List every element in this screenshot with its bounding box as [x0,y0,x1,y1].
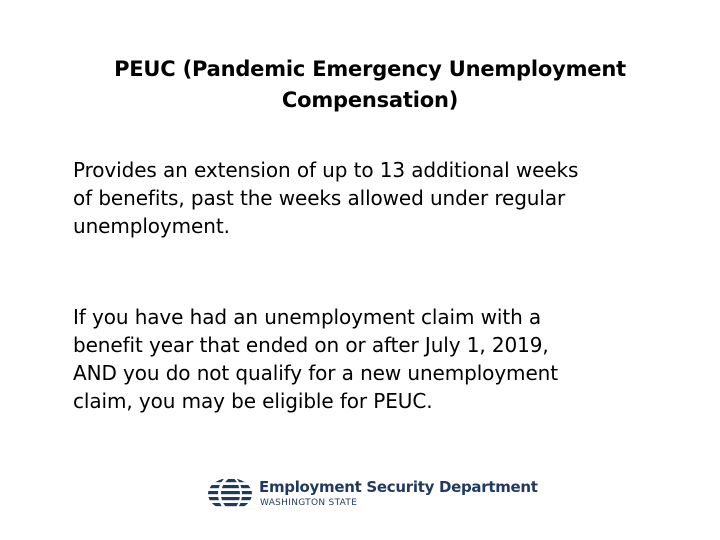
logo-name: Employment Security Department [259,478,538,496]
esd-globe-icon [207,477,253,511]
esd-logo [207,477,538,517]
paragraph-eligibility [73,303,673,415]
paragraph-extension [73,156,673,240]
paragraph-line: unemployment. [73,214,230,238]
logo-state: WASHINGTON STATE [260,498,358,508]
title-line: Compensation) [281,88,459,112]
paragraph-line: AND you do not qualify for a new unemployment [73,361,558,385]
paragraph-line: benefit year that ended on or after July 1, 2019, [73,333,549,357]
paragraph-line: of benefits, past the weeks allowed under regular [73,186,566,210]
slide-title [60,54,680,116]
paragraph-line: If you have had an unemployment claim with a [73,305,542,329]
title-line: PEUC (Pandemic Emergency Unemployment [114,57,626,81]
paragraph-line: Provides an extension of up to 13 additional weeks [73,158,579,182]
paragraph-line: claim, you may be eligible for PEUC. [73,389,433,413]
